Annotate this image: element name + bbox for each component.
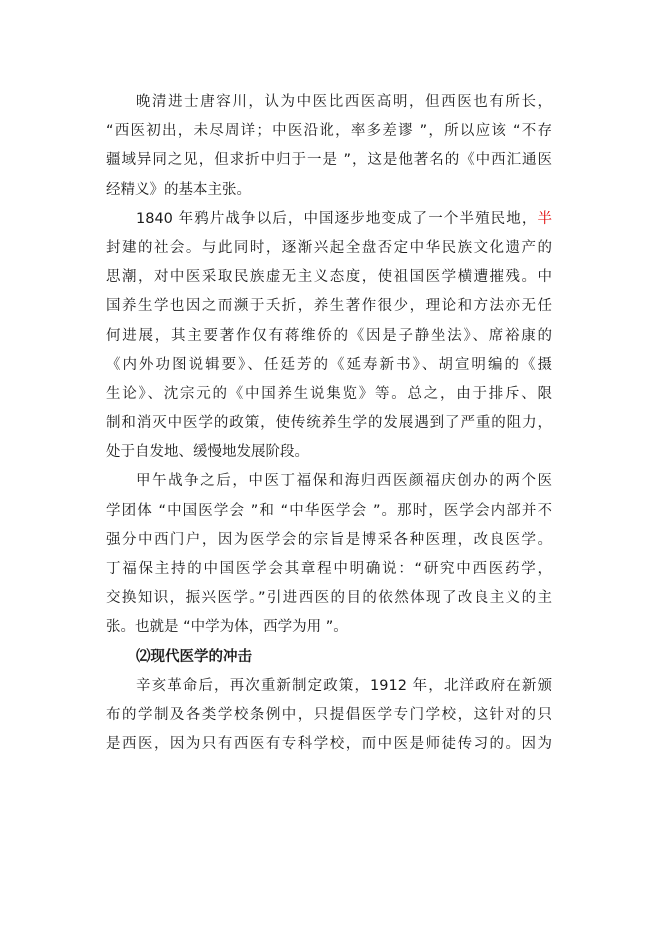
paragraph-1-line-1: 晚清进士唐容川，认为中医比西医高明，但西医也有所长， xyxy=(136,94,552,110)
paragraph-1-line-2: “西医初出，未尽周详；中医沿讹，率多差谬 ”，所以应该 “不存 xyxy=(106,123,552,140)
paragraph-3-line-6: 张。也就是 “中学为体，西学为用 ”。 xyxy=(106,619,348,636)
paragraph-2-line-6: 《内外功图说辑要》、任廷芳的《延寿新书》、胡宣明编的《摄 xyxy=(106,356,552,373)
paragraph-2-line-7: 生论》、沈宗元的《中国养生说集览》等。总之，由于排斥、限 xyxy=(106,385,552,402)
paragraph-2-line-9: 处于自发地、缓慢地发展阶段。 xyxy=(106,444,309,461)
paragraph-2-line-2: 封建的社会。与此同时，逐渐兴起全盘否定中华民族文化遗产的 xyxy=(106,239,552,256)
paragraph-2-line-4: 国养生学也因之而濒于夭折，养生著作很少，理论和方法亦无任 xyxy=(106,298,552,315)
paragraph-4-line-2: 布的学制及各类学校条例中，只提倡医学专门学校，这针对的只 xyxy=(106,706,552,723)
paragraph-3-line-3: 强分中西门户，因为医学会的宗旨是博采各种医理，改良医学。 xyxy=(106,531,552,548)
paragraph-3-line-2: 学团体 “中国医学会 ”和 “中华医学会 ”。那时，医学会内部并不 xyxy=(106,502,552,519)
paragraph-2-line-3: 思潮，对中医采取民族虚无主义态度，使祖国医学横遭摧残。中 xyxy=(106,269,552,286)
paragraph-3-line-4: 丁福保主持的中国医学会其章程中明确说：“研究中西医药学， xyxy=(106,561,552,577)
section-heading: ⑵现代医学的冲击 xyxy=(136,648,252,665)
highlighted-word: 半 xyxy=(537,210,552,227)
paragraph-4-line-1: 辛亥革命后，再次重新制定政策，1912 年，北洋政府在新颁 xyxy=(136,677,552,694)
paragraph-3-line-5: 交换知识，振兴医学。”引进西医的目的依然体现了改良主义的主 xyxy=(106,590,552,607)
paragraph-2-line-1-text: 1840 年鸦片战争以后，中国逐步地变成了一个半殖民地， xyxy=(136,210,538,227)
paragraph-2-line-1 xyxy=(106,205,552,234)
paragraph-2-line-5: 何进展，其主要著作仅有蒋维侨的《因是子静坐法》、席裕康的 xyxy=(106,327,552,344)
paragraph-1-line-3: 疆域异同之见，但求折中归于一是 ”，这是他著名的《中西汇通医 xyxy=(106,152,552,169)
paragraph-4-line-3: 是西医，因为只有西医有专科学校，而中医是师徒传习的。因为 xyxy=(106,736,552,753)
paragraph-2-line-8: 制和消灭中医学的政策，使传统养生学的发展遇到了严重的阻力， xyxy=(106,415,552,432)
paragraph-3-line-1: 甲午战争之后，中医丁福保和海归西医颜福庆创办的两个医 xyxy=(136,473,552,490)
paragraph-1-line-4: 经精义》的基本主张。 xyxy=(106,181,251,198)
document-body xyxy=(106,88,552,759)
